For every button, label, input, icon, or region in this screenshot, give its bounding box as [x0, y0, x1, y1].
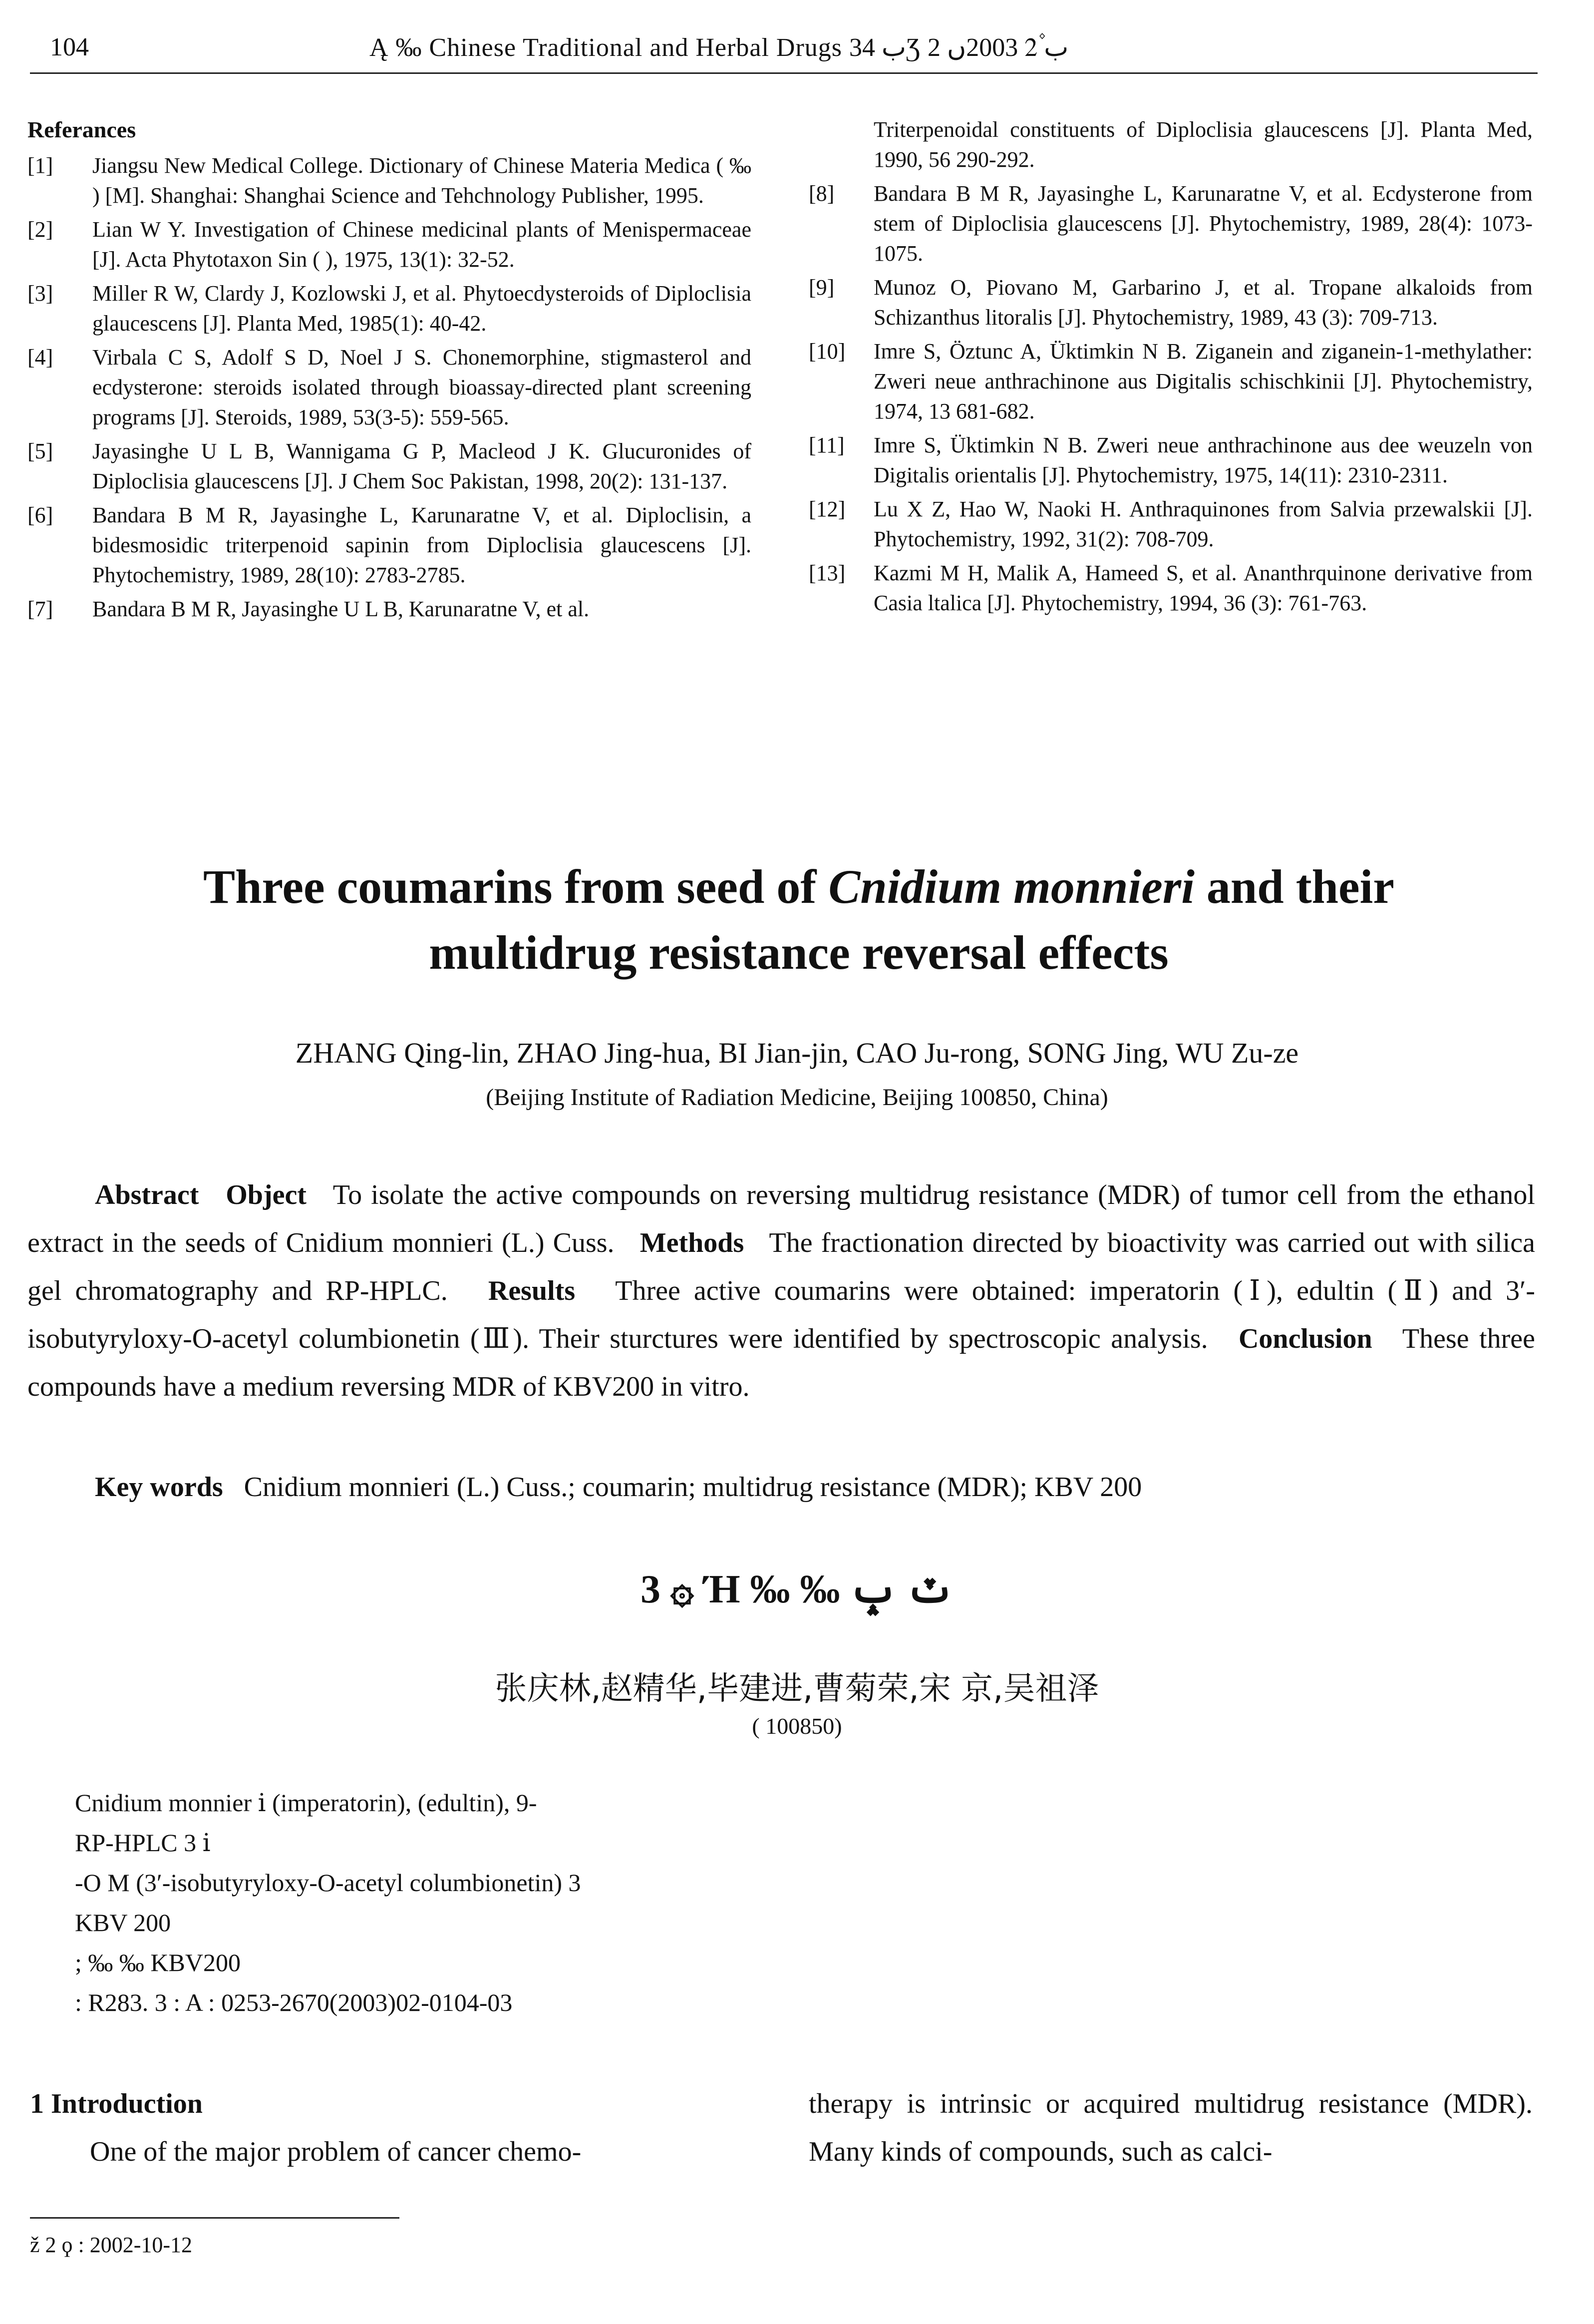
keywords	[27, 1463, 1535, 1511]
reference-item: [1] Jiangsu New Medical College. Dictionary of Chinese Materia Medica ( ‰ ) [M]. Shanghai: Shanghai Science and Tehchnology Publisher, 1995.	[27, 153, 751, 208]
chinese-abstract-line: ; ‰ ‰ KBV200	[75, 1948, 241, 1976]
reference-item: [9] Munoz O, Piovano M, Garbarino J, et al. Tropane alkaloids from Schizanthus litoralis [J]. Phytochemistry, 1989, 43 (3): 709-713.	[809, 275, 1533, 330]
reference-item: [3] Miller R W, Clardy J, Kozlowski J, et al. Phytoecdysteroids of Diploclisia glaucescens [J]. Planta Med, 1985(1): 40-42.	[27, 281, 751, 336]
intro-right-column	[809, 2080, 1533, 2176]
object-label: Object	[226, 1179, 307, 1210]
object-text: To isolate the active compounds on reversing multidrug resistance (MDR) of tumor cell from the ethanol extract in the seeds of Cnidium monnieri (L.) Cuss.	[27, 1179, 1535, 1258]
footnote-rule	[30, 2217, 399, 2219]
keywords-text: Cnidium monnieri (L.) Cuss.; coumarin; multidrug resistance (MDR); KBV 200	[244, 1472, 1142, 1503]
running-head	[30, 27, 1538, 74]
chinese-abstract-line: KBV 200	[75, 1909, 171, 1937]
keywords-label: Key words	[95, 1472, 223, 1503]
chinese-abstract-line: : R283. 3 : A : 0253-2670(2003)02-0104-03	[75, 1988, 513, 2016]
reference-item: [6] Bandara B M R, Jayasinghe L, Karunaratne V, et al. Diploclisin, a bidesmosidic triterpenoid sapinin from Diploclisia glaucescens [J]. Phytochemistry, 1989, 28(10): 2783-2785.	[27, 503, 751, 587]
intro-left-column	[30, 2080, 754, 2176]
chinese-authors: 张庆林,赵精华,毕建进,曹菊荣,宋 京,吴祖泽	[495, 1670, 1099, 1707]
results-text: Three active coumarins were obtained: imperatorin (Ⅰ), edultin (Ⅱ) and 3′-isobutyryloxy-O-acetyl columbionetin (Ⅲ). Their sturctures were identified by spectroscopic analysis.	[27, 1275, 1536, 1354]
affiliation: (Beijing Institute of Radiation Medicine, Beijing 100850, China)	[486, 1084, 1108, 1111]
abstract	[27, 1171, 1535, 1411]
chinese-abstract-line: RP-HPLC 3 ⅰ	[75, 1829, 211, 1857]
intro-left-text: One of the major problem of cancer chemo-	[90, 2136, 582, 2167]
reference-item: [10] Imre S, Öztunc A, Üktimkin N B. Ziganein and ziganein-1-methylather: Zweri neue anthrachinone aus Digitalis schischkinii [J]. Phytochemistry, 1974, 13 681-682.	[809, 339, 1533, 423]
reference-item: [11] Imre S, Üktimkin N B. Zweri neue anthrachinone aus dee weuzeln von Digitalis orientalis [J]. Phytochemistry, 1975, 14(11): 2310-2311.	[809, 433, 1533, 487]
references-heading: Referances	[27, 117, 136, 142]
methods-label: Methods	[639, 1227, 744, 1258]
reference-item: [13] Kazmi M H, Malik A, Hameed S, et al. Ananthrquinone derivative from Casia ltalica [J]. Phytochemistry, 1994, 36 (3): 761-763.	[809, 561, 1533, 615]
reference-item: [7] Bandara B M R, Jayasinghe U L B, Karunaratne V, et al.	[27, 597, 590, 621]
intro-right-text: therapy is intrinsic or acquired multidrug resistance (MDR). Many kinds of compounds, such as calci-	[809, 2088, 1533, 2167]
reference-continuation: Triterpenoidal constituents of Diploclisia glaucescens [J]. Planta Med, 1990, 56 290-292.	[874, 117, 1533, 172]
chinese-abstract-line: Cnidium monnier ⅰ (imperatorin), (edultin), 9-	[75, 1789, 537, 1817]
chinese-abstract	[75, 1783, 1538, 2022]
reference-item: [4] Virbala C S, Adolf S D, Noel J S. Chonemorphine, stigmasterol and ecdysterone: steroids isolated through bioassay-directed plant screening programs [J]. Steroids, 1989, 53(3-5): 559-565.	[27, 345, 751, 429]
reference-item: [12] Lu X Z, Hao W, Naoki H. Anthraquinones from Salvia przewalskii [J]. Phytochemistry, 1992, 31(2): 708-709.	[809, 497, 1533, 551]
chinese-abstract-line: -O M (3′-isobutyryloxy-O-acetyl columbionetin) 3	[75, 1869, 581, 1897]
chinese-affiliation: ( 100850)	[752, 1713, 842, 1739]
journal-line: Ą ‰ Chinese Traditional and Herbal Drugs ب 34Ʒ ب 2۫ 2003ں 2	[369, 33, 1069, 62]
reference-item: [5] Jayasinghe U L B, Wannigama G P, Macleod J K. Glucuronides of Diploclisia glaucescens [J]. J Chem Soc Pakistan, 1998, 20(2): 131-137.	[27, 439, 751, 493]
authors: ZHANG Qing-lin, ZHAO Jing-hua, BI Jian-jin, CAO Ju-rong, SONG Jing, WU Zu-ze	[295, 1037, 1299, 1069]
footnote: ž 2 ϙ : 2002-10-12	[30, 2233, 193, 2257]
methods-text: The fractionation directed by bioactivity was carried out with silica gel chromatography and RP-HPLC.	[27, 1227, 1536, 1306]
conclusion-label: Conclusion	[1238, 1323, 1372, 1354]
page-number: 104	[50, 33, 89, 61]
intro-heading: 1 Introduction	[30, 2088, 203, 2119]
references-left	[27, 115, 751, 628]
article-title: Three coumarins from seed of Cnidium monnieri and their multidrug resistance reversal effects	[203, 860, 1394, 979]
reference-item: [2] Lian W Y. Investigation of Chinese medicinal plants of Menispermaceae [J]. Acta Phytotaxon Sin ( ), 1975, 13(1): 32-52.	[27, 217, 751, 272]
results-label: Results	[488, 1275, 576, 1306]
reference-item: [8] Bandara B M R, Jayasinghe L, Karunaratne V, et al. Ecdysterone from stem of Diploclisia glaucescens [J]. Phytochemistry, 1989, 28(4): 1073-1075.	[809, 181, 1533, 266]
chinese-title: 3 ۞ Ή ‰ ‰ ٽ ݒ	[640, 1567, 954, 1611]
abstract-label: Abstract	[95, 1179, 199, 1210]
references-right	[809, 115, 1533, 622]
conclusion-text: These three compounds have a medium reversing MDR of KBV200 in vitro.	[27, 1323, 1535, 1402]
